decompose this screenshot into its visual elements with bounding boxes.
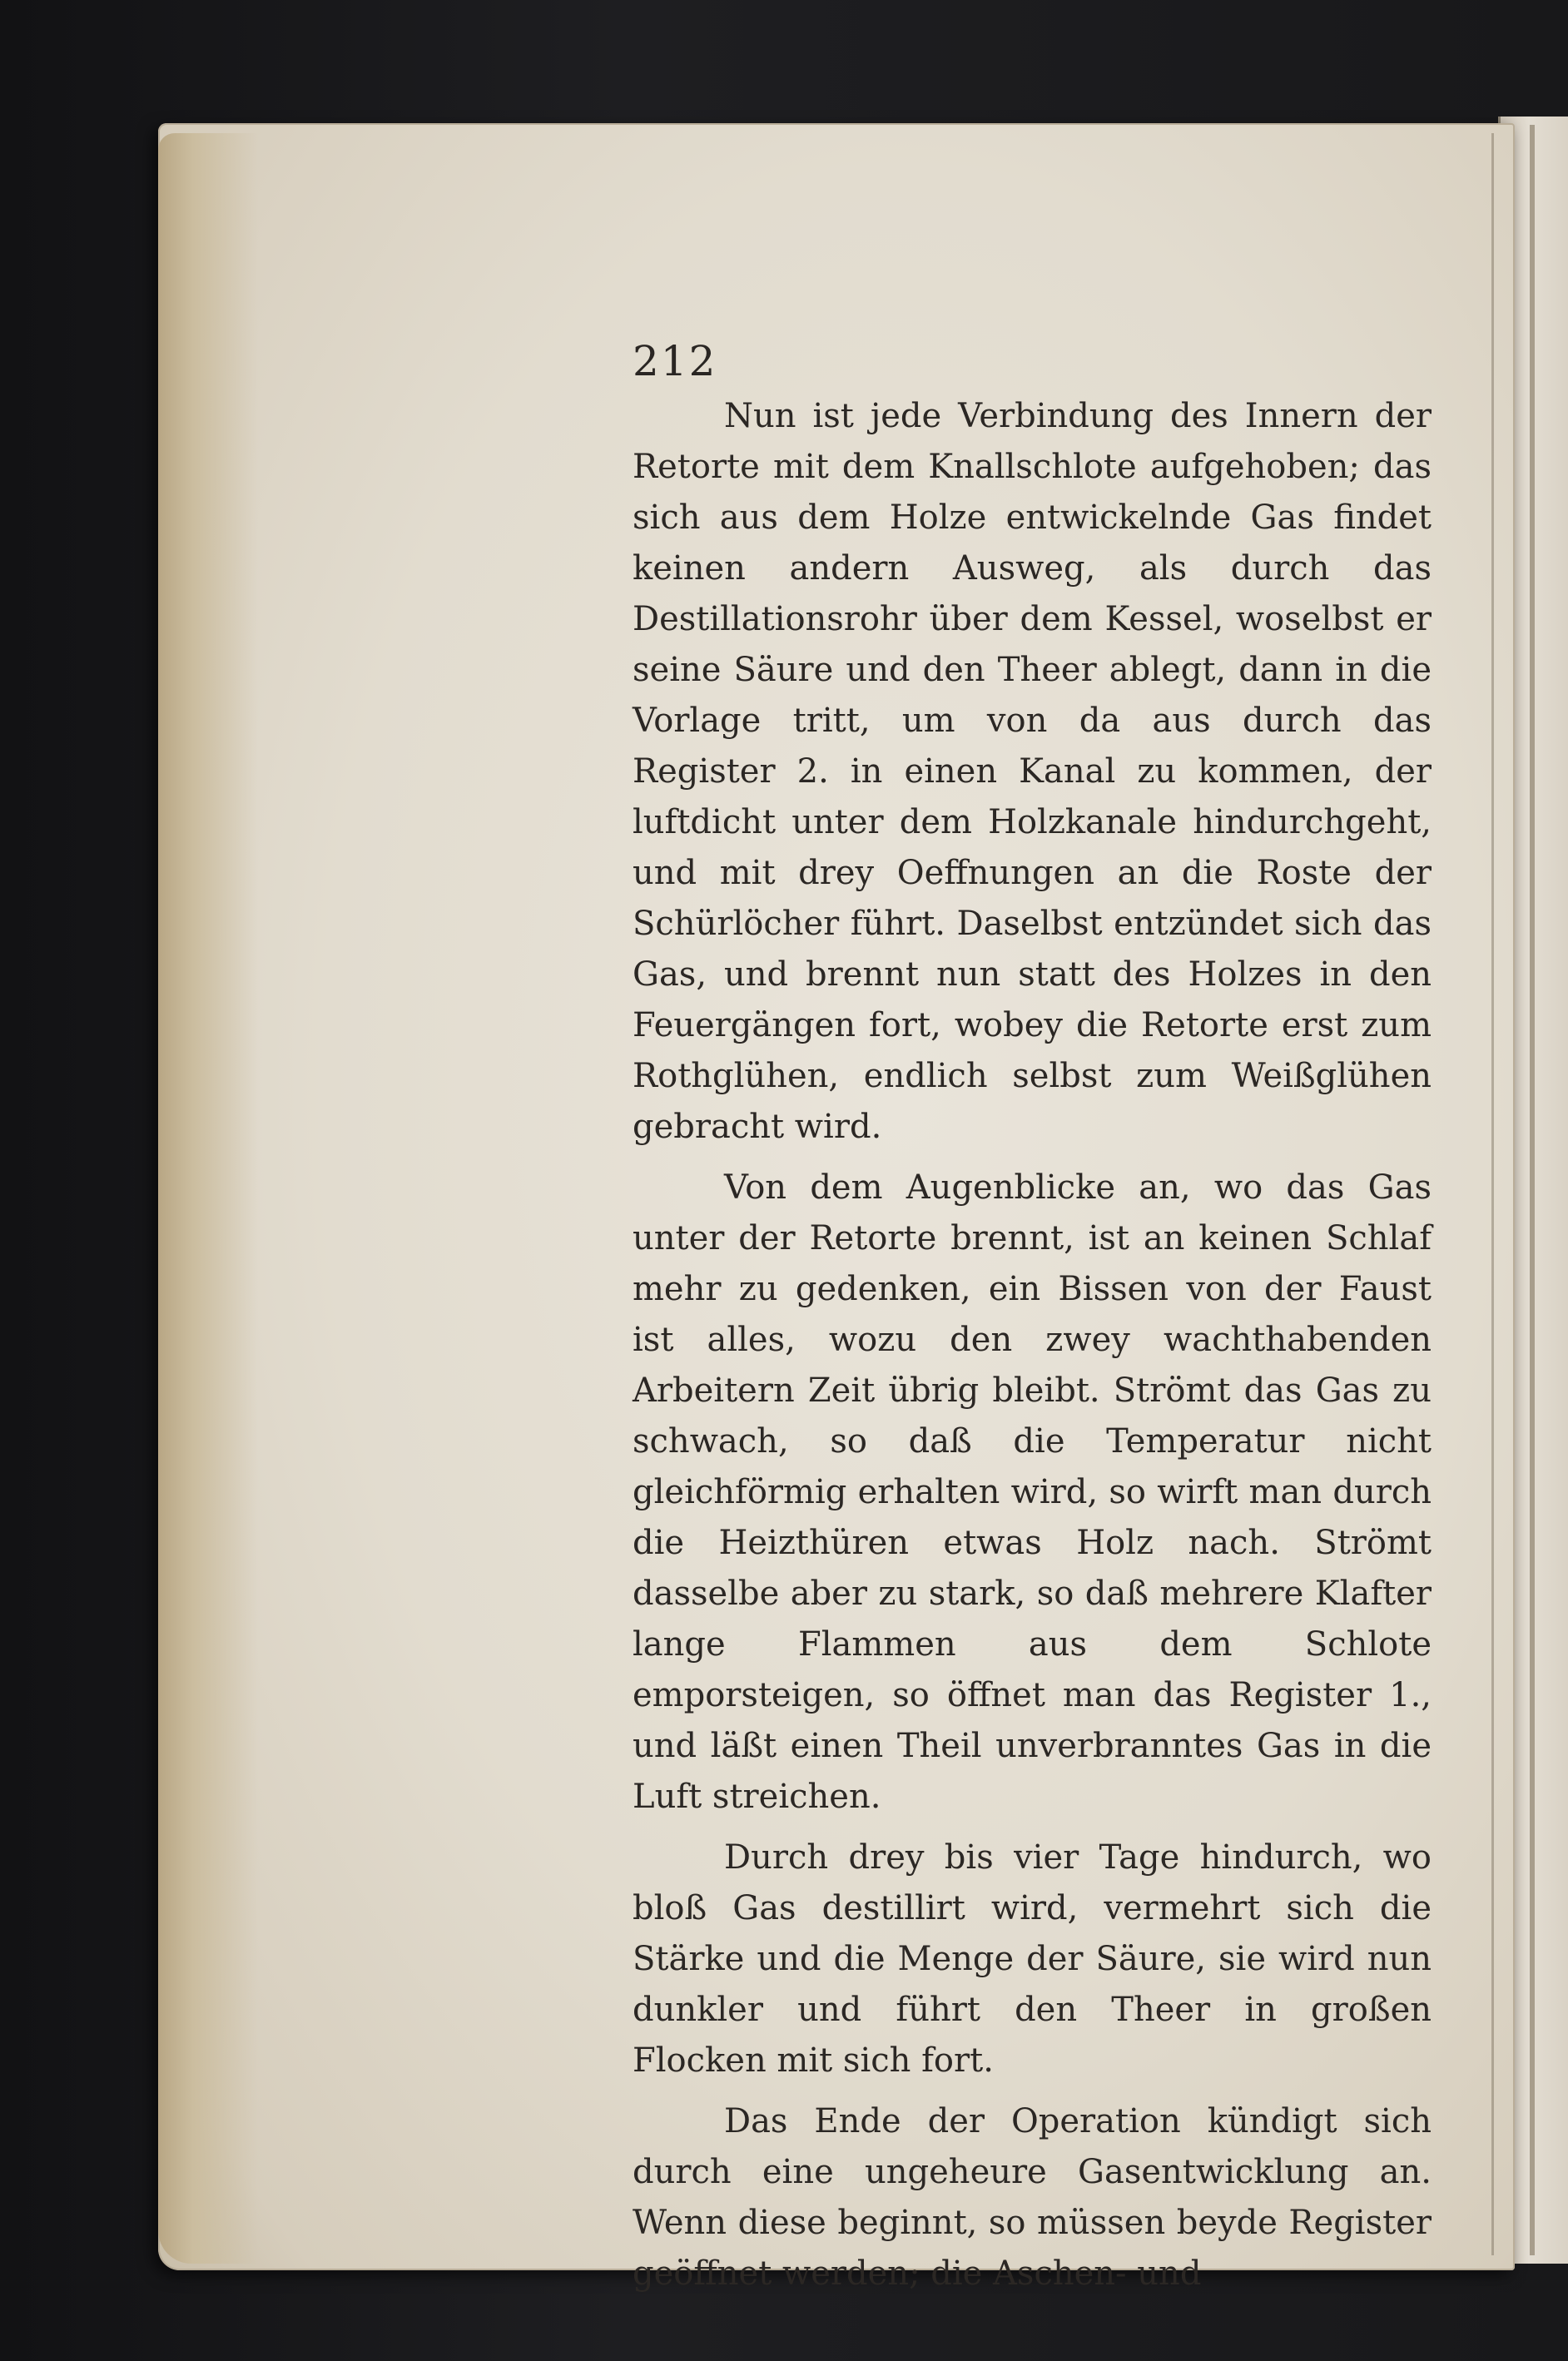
paragraph-1: Nun ist jede Verbindung des Innern der Retorte mit dem Knallschlote aufgehoben; das sich aus dem Holze entwickelnde Gas findet keinen andern Ausweg, als durch das Destillationsrohr über dem Kessel, woselbst er seine Säure und den Theer ablegt, dann in die Vorlage tritt, um von da aus durch das Register 2. in einen Kanal zu kommen, der luftdicht unter dem Holzkanale hindurchgeht, und mit drey Oeffnungen an die Roste der Schürlöcher führt. Daselbst entzündet sich das Gas, und brennt nun statt des Holzes in den Feuergängen fort, wobey die Retorte erst zum Rothglühen, endlich selbst zum Weißglühen gebracht wird.	[633, 397, 1432, 1146]
worn-page-margin	[158, 133, 258, 2264]
paragraph-4: Das Ende der Operation kündigt sich durch eine ungeheure Gasentwicklung an. Wenn diese beginnt, so müssen beyde Register geöffnet werden; die Aschen- und	[633, 2102, 1432, 2293]
gutter-fold	[1491, 133, 1494, 2255]
body-text	[633, 391, 1432, 2309]
paragraph-3: Durch drey bis vier Tage hindurch, wo bloß Gas destillirt wird, vermehrt sich die Stärke und die Menge der Säure, sie wird nun dunkler und führt den Theer in großen Flocken mit sich fort.	[633, 1838, 1432, 2080]
page-stack-edge	[1530, 125, 1535, 2255]
page-number: 212	[633, 337, 717, 385]
paragraph-2: Von dem Augenblicke an, wo das Gas unter der Retorte brennt, ist an keinen Schlaf mehr zu gedenken, ein Bissen von der Faust ist alles, wozu den zwey wachthabenden Arbeitern Zeit übrig bleibt. Strömt das Gas zu schwach, so daß die Temperatur nicht gleichförmig erhalten wird, so wirft man durch die Heizthüren etwas Holz nach. Strömt dasselbe aber zu stark, so daß mehrere Klafter lange Flammen aus dem Schlote emporsteigen, so öffnet man das Register 1., und läßt einen Theil unverbranntes Gas in die Luft streichen.	[633, 1168, 1432, 1816]
